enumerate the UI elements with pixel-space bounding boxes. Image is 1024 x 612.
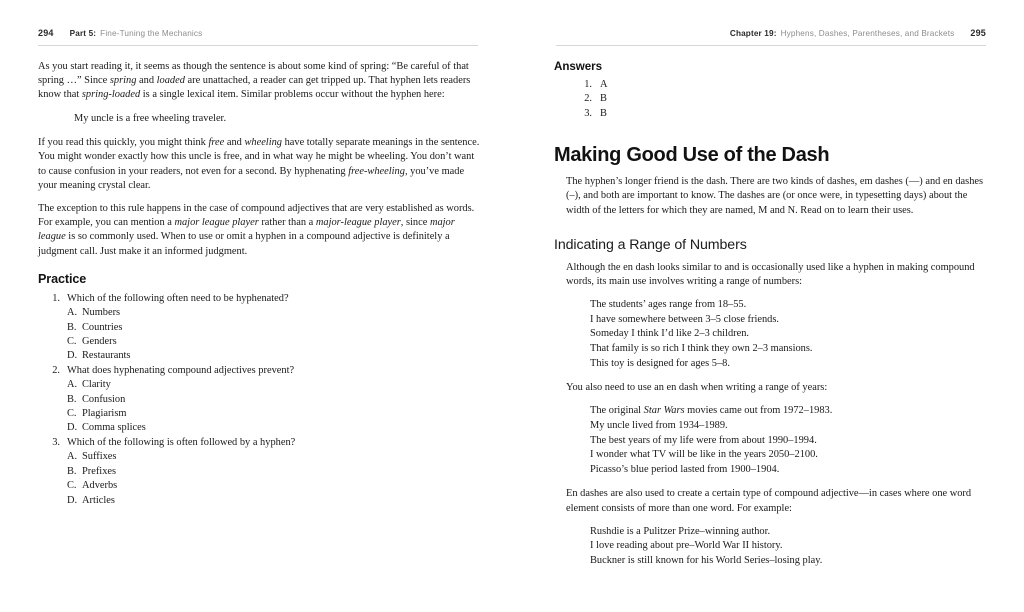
text-frag: , since: [400, 217, 430, 229]
choice-text: Restaurants: [82, 350, 131, 362]
italic-major-league-player: major league player: [174, 217, 259, 229]
practice-heading: Practice: [38, 271, 87, 286]
choice-text: Articles: [82, 494, 115, 506]
page-number-right: 295: [970, 28, 986, 38]
choice-text: Genders: [82, 336, 117, 348]
text-frag: is a single lexical item. Similar problems occur without the hyphen here:: [140, 89, 445, 101]
question-number: 1.: [52, 292, 60, 304]
example-line: I love reading about pre–World War II history.: [590, 540, 783, 552]
paragraph-free-wheeling: [38, 136, 480, 193]
italic-loaded: loaded: [156, 75, 185, 87]
choice-text: Plagiarism: [82, 408, 127, 420]
practice-question: [38, 436, 480, 508]
answer-choice[interactable]: [38, 306, 480, 320]
running-head-chapter-title: Hyphens, Dashes, Parentheses, and Brackets: [780, 29, 955, 38]
practice-question-list: [38, 292, 480, 508]
choice-label: D.: [67, 494, 78, 506]
answers-heading: Answers: [554, 60, 602, 73]
answer-value: A: [600, 79, 608, 90]
answer-choice[interactable]: [38, 407, 480, 421]
answer-item: [554, 92, 986, 106]
answer-number: 1.: [584, 79, 592, 90]
example-block-compound-adjectives: [554, 525, 986, 569]
italic-free-wheeling: free-wheeling: [348, 165, 405, 177]
text-frag: As you start reading it, it seems as though the sentence is about some kind of spring: “Be careful of that spring …” Since: [38, 61, 469, 87]
answer-choice-list: [38, 450, 480, 508]
choice-label: B.: [67, 321, 77, 333]
answer-choice-list: [38, 378, 480, 436]
italic-major-league-player-hyphen: major-league player: [315, 217, 401, 229]
text-frag: The exception to this rule happens in the case of compound adjectives that are very established as words. For example, you can mention a: [38, 203, 475, 229]
choice-text: Suffixes: [82, 451, 117, 463]
example-line: The best years of my life were from about 1990–1994.: [590, 434, 817, 446]
question-line: [38, 364, 480, 378]
choice-text: Prefixes: [82, 465, 117, 477]
practice-question: [38, 364, 480, 436]
answer-list: [554, 78, 986, 121]
italic-wheeling: wheeling: [244, 137, 282, 149]
example-lines-years: [590, 419, 986, 477]
choice-label: A.: [67, 307, 78, 319]
question-line: [38, 436, 480, 450]
answer-choice[interactable]: [38, 349, 480, 363]
example-line: Buckner is still known for his World Series–losing play.: [590, 554, 823, 566]
italic-major-league: major league: [38, 217, 455, 243]
text-frag: and: [136, 75, 157, 87]
answer-choice[interactable]: [38, 378, 480, 392]
page-left-body: [38, 46, 480, 508]
italic-spring-loaded: spring-loaded: [81, 89, 141, 101]
answer-choice[interactable]: [38, 494, 480, 508]
answer-value: B: [600, 93, 607, 105]
example-line: Someday I think I’d like 2–3 children.: [590, 328, 749, 340]
answer-choice[interactable]: [38, 465, 480, 479]
example-line: The students’ ages range from 18–55.: [590, 299, 747, 311]
paragraph-exception-rule: [38, 202, 480, 259]
paragraph-en-dash-compound: En dashes are also used to create a certain type of compound adjective—in cases where one word element consists of more than one word. For example:: [566, 488, 972, 514]
text-frag: are unattached, a reader can get tripped up. That hyphen lets readers know that: [38, 75, 471, 101]
choice-label: C.: [67, 408, 77, 420]
paragraph-en-dash-years: You also need to use an en dash when writing a range of years:: [566, 382, 828, 394]
answer-number: 3.: [584, 107, 592, 119]
example-line: My uncle lived from 1934–1989.: [590, 420, 728, 431]
question-number: 3.: [52, 436, 60, 448]
answer-choice[interactable]: [38, 335, 480, 349]
choice-text: Comma splices: [82, 422, 146, 434]
question-number: 2.: [52, 364, 60, 376]
answer-choice[interactable]: [38, 393, 480, 407]
choice-text: Numbers: [82, 307, 121, 319]
example-block-free-wheeling: [38, 112, 480, 127]
text-frag: The original: [590, 405, 644, 417]
choice-text: Countries: [82, 321, 123, 333]
example-line: My uncle is a free wheeling traveler.: [74, 112, 227, 124]
page-right-body: [554, 46, 986, 569]
text-frag: movies came out from 1972–1983.: [684, 405, 833, 417]
page-number-left: 294: [38, 28, 54, 38]
example-block-year-ranges: [554, 404, 986, 477]
practice-question: [38, 292, 480, 364]
choice-label: D.: [67, 422, 78, 434]
paragraph-en-dash-numbers: Although the en dash looks similar to and is occasionally used like a hyphen in making compound words, its main use involves writing a range of numbers:: [566, 261, 975, 288]
question-line: [38, 292, 480, 306]
example-line-star-wars: [590, 404, 986, 419]
question-text: Which of the following often need to be hyphenated?: [67, 292, 289, 304]
text-frag: rather than a: [258, 217, 316, 229]
answer-number: 2.: [584, 93, 592, 105]
answer-choice[interactable]: [38, 479, 480, 493]
text-frag: is so commonly used. When to use or omit a hyphen in a compound adjective is definitely a judgment call. Just make it an informed judgment.: [38, 231, 450, 257]
choice-label: A.: [67, 379, 78, 391]
example-line: Rushdie is a Pulitzer Prize–winning author.: [590, 525, 771, 537]
answer-choice[interactable]: [38, 450, 480, 464]
italic-spring: spring: [109, 75, 137, 87]
text-frag: have totally separate meanings in the sentence. You might wonder exactly how this uncle is free, and in what way he might be wheeling. You don’t want to cause confusion in your readers, not even for a second. By hyphenating: [38, 137, 480, 177]
choice-text: Adverbs: [82, 480, 118, 492]
example-block-number-ranges: [554, 298, 986, 371]
running-head-part-title: Fine-Tuning the Mechanics: [100, 29, 203, 38]
page-right: [512, 0, 1024, 612]
choice-label: D.: [67, 350, 78, 362]
choice-label: B.: [67, 465, 77, 477]
running-head-chapter-label: Chapter 19:: [729, 29, 777, 38]
paragraph-dash-intro: The hyphen’s longer friend is the dash. There are two kinds of dashes, em dashes (—) and en dashes (–), and both are important to know. The dashes are (or once were, in typesetting days) about the width of the letters for which they are named, M and N. Read on to learn their uses.: [566, 176, 984, 216]
answer-choice-list: [38, 306, 480, 364]
choice-text: Confusion: [82, 393, 126, 405]
text-frag: , you’ve made your meaning crystal clear.: [38, 165, 465, 191]
choice-label: C.: [67, 480, 77, 492]
choice-label: A.: [67, 451, 78, 463]
answer-item: [554, 78, 986, 92]
running-head-right: [554, 28, 986, 40]
answer-value: B: [600, 107, 607, 119]
text-frag: If you read this quickly, you might think: [38, 137, 209, 149]
answer-choice[interactable]: [38, 421, 480, 435]
answer-item: [554, 107, 986, 121]
text-frag: and: [224, 137, 245, 149]
subsection-heading-range-of-numbers: Indicating a Range of Numbers: [554, 236, 747, 253]
paragraph-spring-loaded: [38, 60, 480, 103]
example-line: That family is so rich I think they own 2–3 mansions.: [590, 343, 813, 355]
italic-star-wars: Star Wars: [643, 405, 685, 417]
italic-free: free: [208, 137, 225, 149]
example-line: Picasso’s blue period lasted from 1900–1904.: [590, 463, 780, 475]
choice-label: B.: [67, 393, 77, 405]
example-line: This toy is designed for ages 5–8.: [590, 357, 730, 369]
running-head-left: [38, 28, 480, 40]
example-line: I have somewhere between 3–5 close friends.: [590, 313, 779, 325]
example-line: I wonder what TV will be like in the years 2050–2100.: [590, 449, 818, 461]
question-text: Which of the following is often followed by a hyphen?: [67, 436, 296, 448]
choice-text: Clarity: [82, 379, 111, 391]
choice-label: C.: [67, 336, 77, 348]
question-text: What does hyphenating compound adjectives prevent?: [67, 364, 295, 376]
chapter-section-heading: Making Good Use of the Dash: [554, 144, 830, 167]
running-head-part-label: Part 5:: [69, 29, 97, 38]
answer-choice[interactable]: [38, 321, 480, 335]
